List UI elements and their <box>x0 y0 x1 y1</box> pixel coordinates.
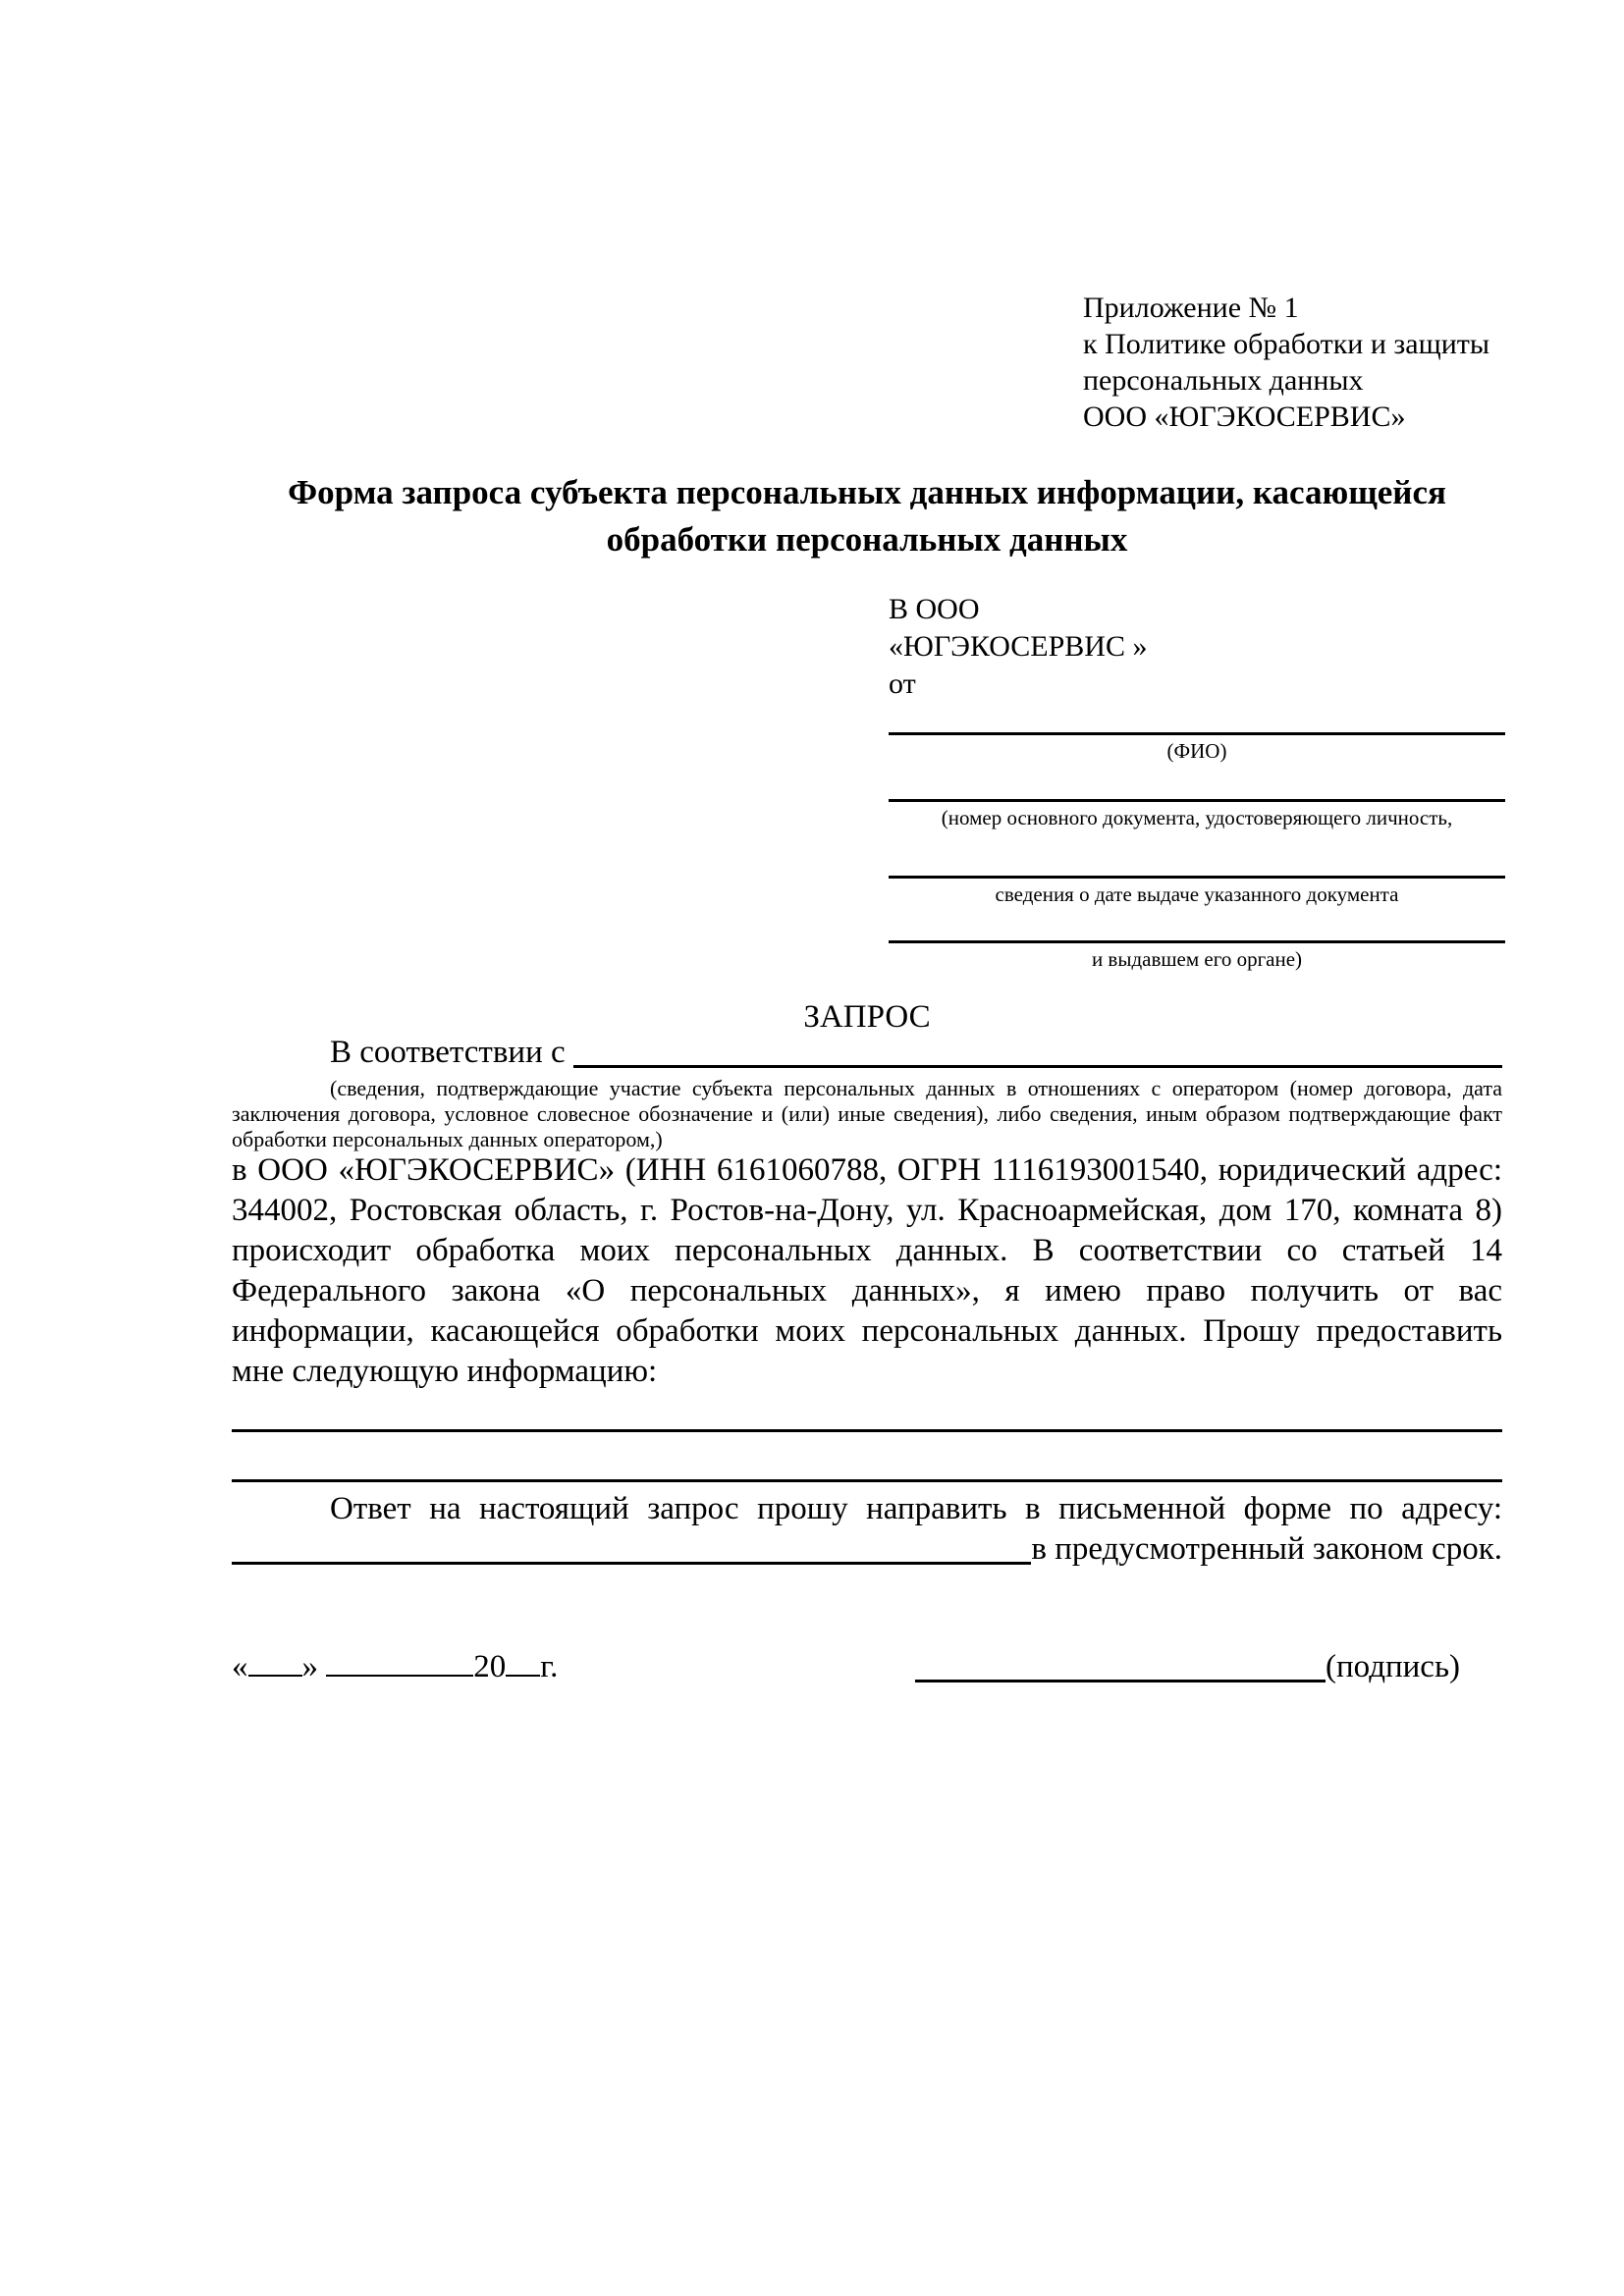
reply-paragraph <box>232 1489 1502 1570</box>
intro-line <box>232 1033 1502 1073</box>
reply-line: Ответ на настоящий запрос прошу направить в письменной форме по адресу: <box>330 1491 1502 1526</box>
appendix-line: Приложение № 1 <box>1083 292 1299 324</box>
field-caption-issuing-authority: и выдавшем его органе) <box>1091 947 1303 971</box>
write-line-info-1 <box>232 1429 1502 1432</box>
write-line-address <box>232 1562 1031 1565</box>
field-caption-fio: (ФИО) <box>1166 739 1227 763</box>
date-signature-row <box>232 1645 1502 1687</box>
appendix-line: к Политике обработки и защиты <box>1083 328 1490 360</box>
document-title: Форма запроса субъекта персональных данных информации, касающейся обработки персональных данных <box>288 473 1446 559</box>
date-year-suffix: г. <box>540 1649 559 1684</box>
write-blank-year <box>506 1645 540 1677</box>
date-quote-close: » <box>301 1649 318 1684</box>
reply-suffix: в предусмотренный законом срок. <box>1031 1531 1502 1567</box>
date-year-prefix: 20 <box>473 1649 507 1684</box>
field-caption-document-number: (номер основного документа, удостоверяющего личность, <box>941 806 1453 829</box>
reply-address-line <box>232 1529 1502 1570</box>
addressee-line: от <box>889 667 916 700</box>
appendix-header <box>1083 290 1489 435</box>
signature-caption: (подпись) <box>1326 1649 1460 1684</box>
body-paragraph: в ООО «ЮГЭКОСЕРВИС» (ИНН 6161060788, ОГРН 1116193001540, юридический адрес: 344002, Ростовская область, г. Ростов-на-Дону, ул. Красноармейская, дом 170, комната 8) происходит обработка моих персональных данных. В соответствии со статьей 14 Федерального закона «О персональных данных», я имею право получить от вас информации, касающейся обработки моих персональных данных. Прошу предоставить мне следующую информацию: <box>232 1152 1502 1389</box>
write-blank-month <box>326 1645 473 1677</box>
appendix-line: персональных данных <box>1083 364 1364 397</box>
request-heading: ЗАПРОС <box>803 999 931 1035</box>
signature-field <box>915 1647 1460 1687</box>
write-line-grounds <box>573 1065 1502 1068</box>
date-quote-open: « <box>232 1649 248 1684</box>
write-line-document-number <box>889 799 1505 802</box>
addressee-line: «ЮГЭКОСЕРВИС » <box>889 630 1148 663</box>
write-line-issuing-authority <box>889 940 1505 943</box>
date-field <box>232 1645 558 1687</box>
appendix-line: ООО «ЮГЭКОСЕРВИС» <box>1083 400 1406 433</box>
field-caption-issue-date: сведения о дате выдаче указанного документа <box>995 882 1399 906</box>
write-blank-day <box>248 1645 302 1677</box>
write-line-info-2 <box>232 1479 1502 1482</box>
addressee-block <box>889 591 1505 972</box>
write-line-issue-date <box>889 876 1505 879</box>
addressee-line: В ООО <box>889 593 980 625</box>
footnote-grounds: (сведения, подтверждающие участие субъекта персональных данных в отношениях с оператором (номер договора, дата заключения договора, условное словесное обозначение и (или) иные сведения), либо сведения, иным образом подтверждающие факт обработки персональных данных оператором,) <box>232 1076 1502 1151</box>
write-line-signature <box>915 1680 1326 1682</box>
intro-prefix: В соответствии с <box>330 1035 573 1070</box>
write-line-fio <box>889 732 1505 735</box>
